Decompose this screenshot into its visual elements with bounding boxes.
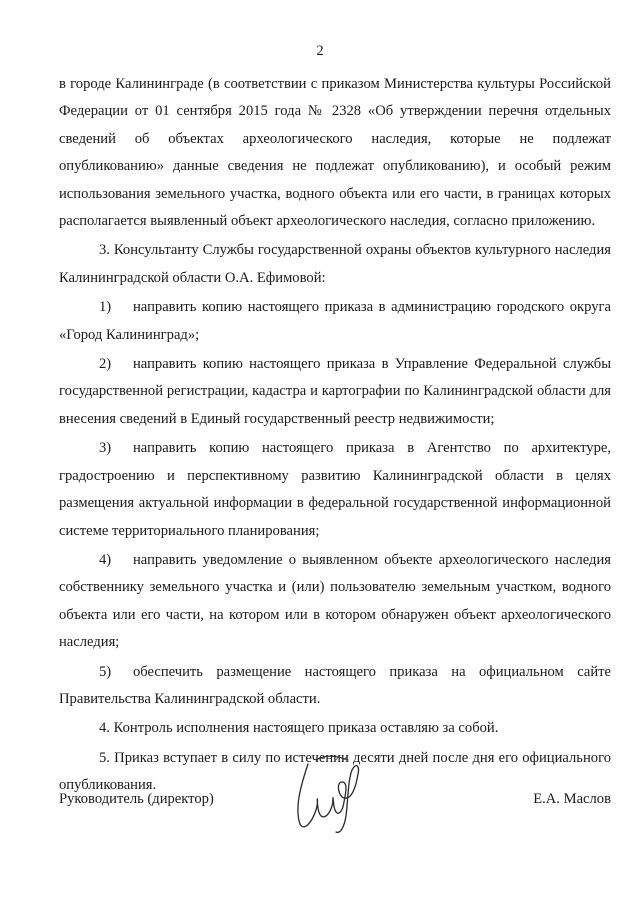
- paragraph-item-4: 4. Контроль исполнения настоящего приказа оставляю за собой.: [99, 720, 499, 737]
- subitem-text: направить уведомление о выявленном объекте археологического наследия собственнику земельного участка и (или) пользователю земельным участком, водного объекта или его части, на котором или в котором обнаружен объект археологического наследия;: [59, 551, 611, 651]
- subitem-number: 5): [99, 663, 112, 680]
- page-number: 2: [316, 43, 324, 59]
- subitem-text: направить копию настоящего приказа в Агентство по архитектуре, градостроению и перспективному развитию Калининградской области в целях размещения актуальной информации в федеральной государственной информационной системе территориального планирования;: [59, 440, 611, 539]
- subitem-number: 3): [99, 440, 112, 457]
- subitem-number: 4): [99, 551, 112, 568]
- subitem-1: [59, 294, 611, 349]
- subitem-text: направить копию настоящего приказа в Управление Федеральной службы государственной регистрации, кадастра и картографии по Калининградской области для внесения сведений в Единый государственный реестр недвижимости;: [59, 356, 611, 427]
- subitem-number: 2): [99, 356, 112, 373]
- signer-title: Руководитель (директор): [59, 791, 214, 807]
- subitem-number: 1): [99, 299, 112, 316]
- document-body: [59, 71, 611, 802]
- subitem-text: направить копию настоящего приказа в администрацию городского округа «Город Калининград»;: [59, 299, 611, 343]
- signature-block: [59, 791, 611, 821]
- paragraph-item-3: 3. Консультанту Службы государственной охраны объектов культурного наследия Калининградской области О.А. Ефимовой:: [59, 242, 611, 286]
- paragraph-item-5: 5. Приказ вступает в силу по истечении десяти дней после дня его официального опубликования.: [59, 749, 611, 794]
- subitem-2: [59, 351, 611, 433]
- subitem-5: [59, 659, 611, 714]
- subitem-3: [59, 435, 611, 545]
- subitem-text: обеспечить размещение настоящего приказа на официальном сайте Правительства Калининградской области.: [59, 663, 611, 707]
- paragraph-continuation: в городе Калининграде (в соответствии с приказом Министерства культуры Российской Федерации от 01 сентября 2015 года № 2328 «Об утверждении перечня отдельных сведений об объектах археологического наследия, которые не подлежат опубликованию» данные сведения не подлежат опубликованию), и особый режим использования земельного участка, водного объекта или его части, в границах которых располагается выявленный объект археологического наследия, согласно приложению.: [59, 76, 611, 230]
- signer-name: Е.А. Маслов: [533, 791, 611, 807]
- subitem-4: [59, 547, 611, 657]
